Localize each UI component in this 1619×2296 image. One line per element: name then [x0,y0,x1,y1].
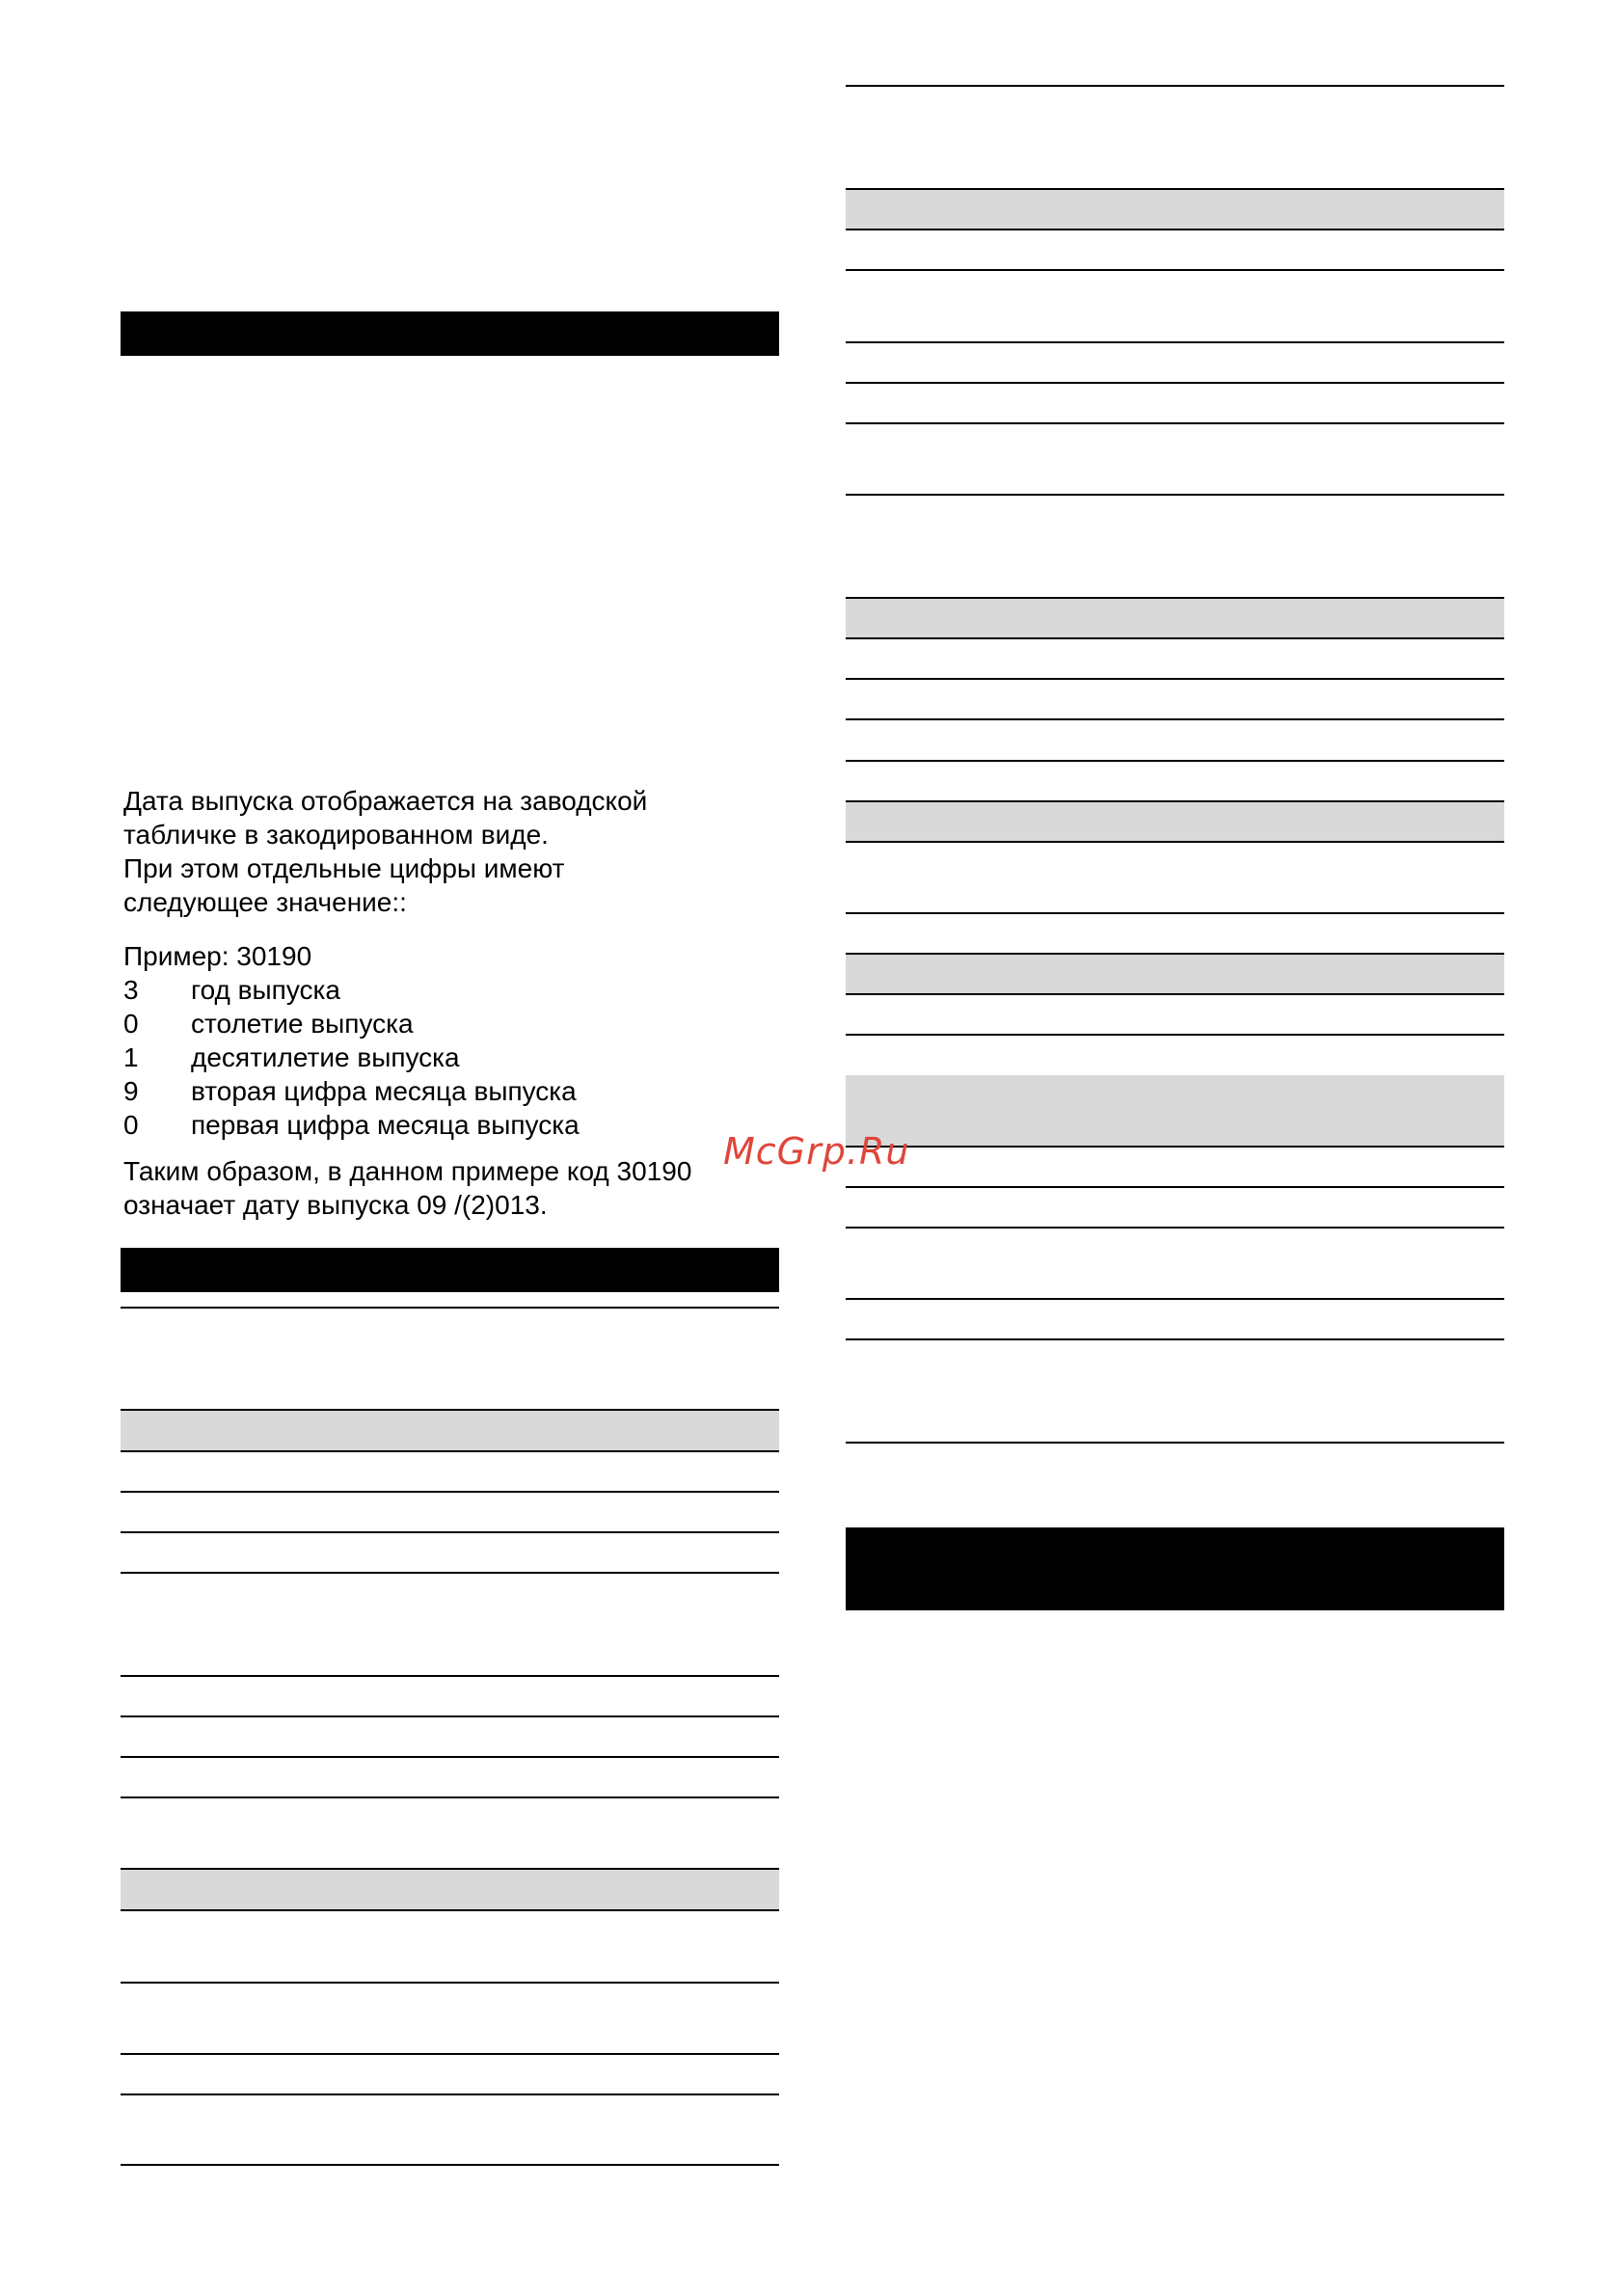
table-rule [846,269,1504,271]
table-rule [846,760,1504,762]
code-row [123,1007,580,1040]
table-rule [846,229,1504,230]
code-meaning: год выпуска [191,975,340,1005]
code-legend [123,973,580,1142]
code-digit: 9 [123,1076,139,1106]
intro-line: табличке в закодированном виде. [123,820,549,850]
conclusion-line: Таким образом, в данном примере код 30190 [123,1156,692,1186]
table-rule [121,1756,779,1758]
table-rule [846,341,1504,343]
table-rule [846,1338,1504,1340]
code-digit: 1 [123,1042,139,1072]
section-heading-bar [121,311,779,356]
code-row [123,1040,580,1074]
table-rule [846,718,1504,720]
code-meaning: столетие выпуска [191,1009,414,1039]
table-header-band [121,1410,779,1450]
table-rule [846,422,1504,424]
table-header-band [846,598,1504,637]
right-column [846,0,1504,2296]
table-rule [121,1868,779,1870]
code-meaning: вторая цифра месяца выпуска [191,1076,577,1106]
watermark-logo: McGrp.Ru [723,1130,910,1173]
code-meaning: первая цифра месяца выпуска [191,1110,580,1140]
table-rule [121,1531,779,1533]
table-rule [846,85,1504,87]
intro-line: следующее значение:: [123,887,407,917]
table-rule [121,1572,779,1574]
table-rule [846,1298,1504,1300]
table-rule [121,1491,779,1493]
table-rule [846,800,1504,802]
production-date-conclusion [123,1154,691,1222]
table-rule [846,382,1504,384]
table-rule [121,1675,779,1677]
table-rule [846,637,1504,639]
table-rule [846,1146,1504,1148]
section-heading-bar [121,1248,779,1292]
table-rule [846,841,1504,843]
table-header-band [846,1075,1504,1146]
table-rule [121,1450,779,1452]
table-rule [121,2053,779,2055]
table-rule [121,1982,779,1984]
code-digit: 0 [123,1009,139,1039]
intro-line: Дата выпуска отображается на заводской [123,786,648,816]
code-row [123,973,580,1007]
table-header-band [846,801,1504,841]
table-rule [121,1409,779,1411]
table-rule [846,1227,1504,1229]
code-meaning: десятилетие выпуска [191,1042,460,1072]
example-label: Пример: 30190 [123,941,312,971]
table-rule [846,993,1504,995]
table-rule [121,2093,779,2095]
code-row [123,1108,580,1142]
code-digit: 0 [123,1110,139,1140]
table-header-band [846,954,1504,993]
table-rule [846,188,1504,190]
section-heading-bar [846,1527,1504,1610]
table-rule [846,912,1504,914]
table-rule [121,1715,779,1717]
conclusion-line: означает дату выпуска 09 /(2)013. [123,1190,548,1220]
table-rule [121,1796,779,1798]
table-rule [846,494,1504,496]
table-rule [846,1442,1504,1444]
table-rule [846,1186,1504,1188]
production-date-intro [123,784,647,919]
code-digit: 3 [123,975,139,1005]
code-row [123,1074,580,1108]
table-rule [846,678,1504,680]
table-rule [846,597,1504,599]
table-rule [121,2164,779,2166]
table-header-band [846,189,1504,229]
table-rule [846,953,1504,955]
left-column [121,0,779,2296]
table-header-band [121,1869,779,1909]
intro-line: При этом отдельные цифры имеют [123,853,565,883]
table-rule [846,1034,1504,1036]
table-rule [121,1909,779,1911]
table-rule [121,1307,779,1309]
